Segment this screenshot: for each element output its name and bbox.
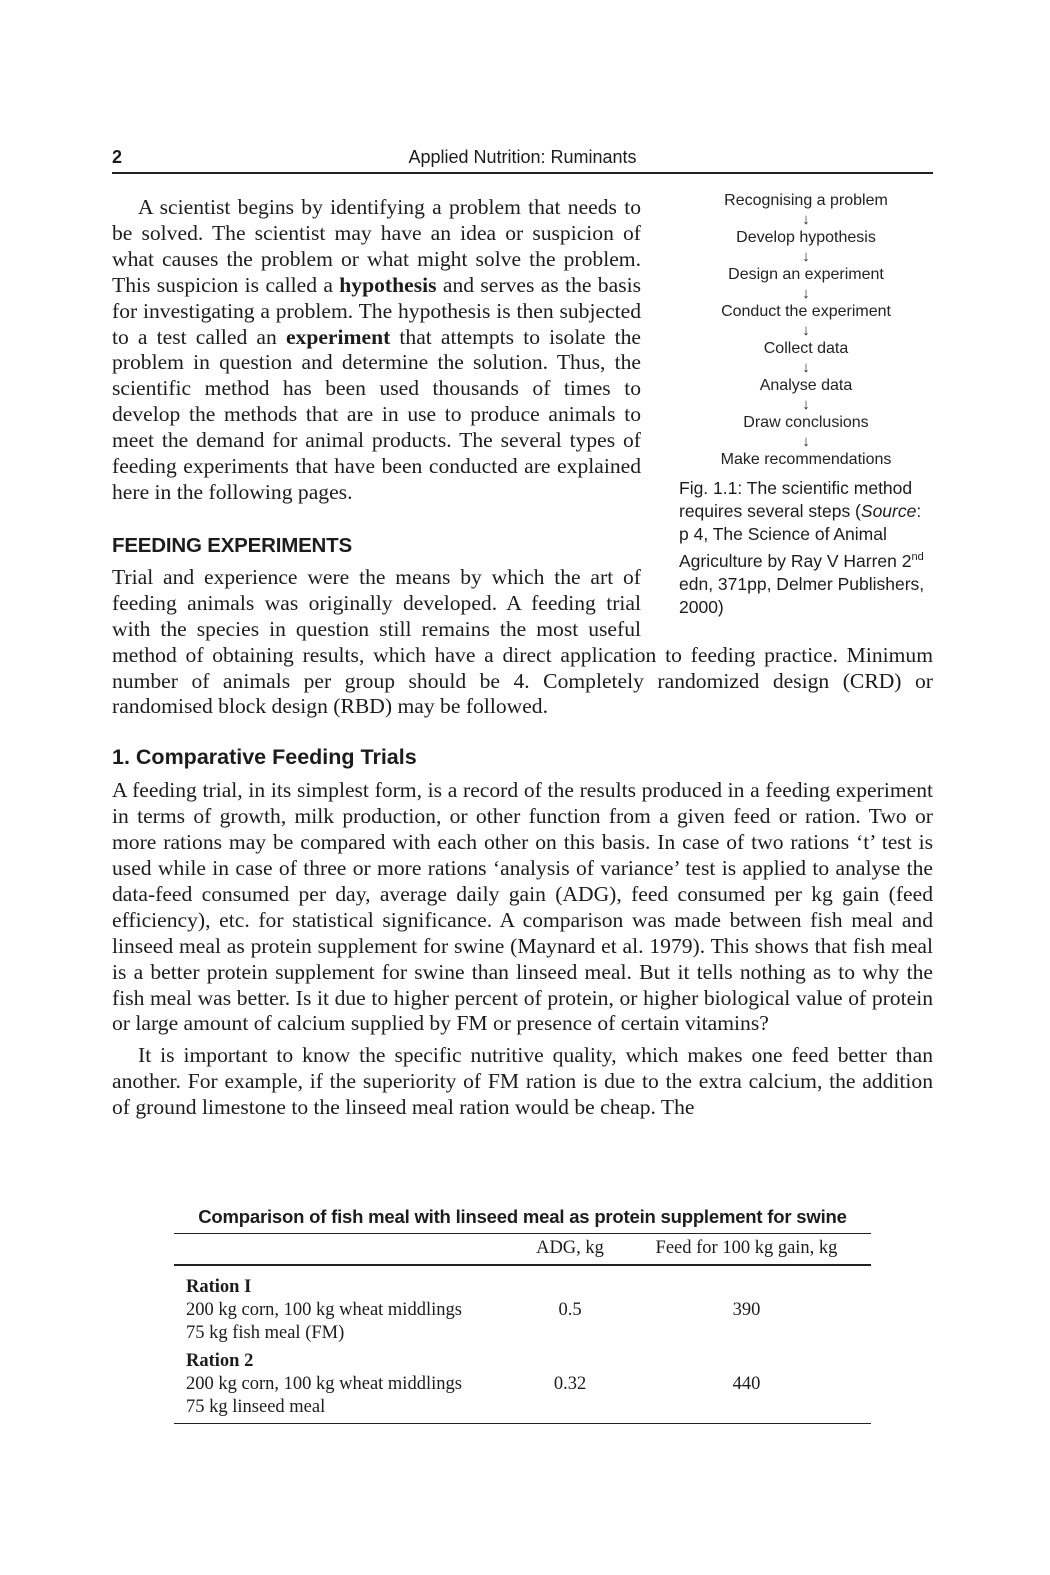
flow-step: Make recommendations [720, 451, 892, 468]
term-hypothesis: hypothesis [339, 272, 437, 297]
feed-value: 440 [732, 1374, 761, 1394]
down-arrow-icon: ↓ [802, 359, 810, 376]
page-number: 2 [112, 147, 123, 167]
ration-ingredients: 75 kg linseed meal [186, 1397, 326, 1417]
table-row [174, 1266, 871, 1345]
flowchart [679, 192, 933, 469]
ration-ingredients: 200 kg corn, 100 kg wheat middlings [186, 1300, 462, 1320]
comparative-paragraph-2: It is important to know the specific nutritive quality, which makes one feed better than another. For example, if the superiority of FM ration is due to the extra calcium, the addition of ground limestone to the linseed meal ration would be cheap. The [112, 1043, 933, 1120]
ration-name: Ration I [186, 1277, 252, 1297]
caption-tail: edn, 371pp, Delmer Publishers, 2000) [679, 573, 925, 617]
flow-step: Conduct the experiment [721, 303, 891, 320]
running-title: Applied Nutrition: Ruminants [408, 147, 637, 167]
intro-text-1: A scientist begins by identifying a problem that needs to be solved. The scientist may have an idea or suspicion of what causes the problem or what might solve the problem. This suspicion is called a [112, 195, 641, 297]
feed-value: 390 [732, 1300, 761, 1320]
page [112, 140, 933, 1121]
flow-step: Collect data [763, 340, 849, 357]
table-title: Comparison of fish meal with linseed meal as protein supplement for swine [174, 1204, 871, 1234]
comparison-table [174, 1204, 871, 1424]
feeding-experiments-paragraph: Trial and experience were the means by which the art of feeding animals was originally developed. A feeding trial with the species in question still remains the most useful method of obtaining results, which have a direct application to feeding practice. Minimum number of animals per group should be 4. Completely randomized design (CRD) or randomised block design (RBD) may be followed. [112, 564, 933, 719]
ration-ingredients: 200 kg corn, 100 kg wheat middlings [186, 1374, 462, 1394]
column-header-adg: ADG, kg [536, 1238, 604, 1258]
caption-source-word: Source [860, 501, 917, 521]
down-arrow-icon: ↓ [802, 396, 810, 413]
caption-superscript: nd [911, 551, 924, 563]
section-heading: FEEDING EXPERIMENTS [112, 533, 352, 557]
subsection-heading: 1. Comparative Feeding Trials [112, 745, 417, 770]
term-experiment: experiment [285, 324, 391, 349]
adg-value: 0.32 [553, 1374, 587, 1394]
flow-step: Develop hypothesis [736, 229, 876, 246]
table-row [174, 1345, 871, 1424]
table-header-row [174, 1234, 871, 1266]
down-arrow-icon: ↓ [802, 322, 810, 339]
down-arrow-icon: ↓ [802, 285, 810, 302]
flow-step: Analyse data [759, 377, 853, 394]
ration-ingredients: 75 kg fish meal (FM) [186, 1323, 345, 1343]
running-header [112, 140, 933, 174]
flow-step: Design an experiment [728, 266, 884, 283]
down-arrow-icon: ↓ [802, 211, 810, 228]
down-arrow-icon: ↓ [802, 248, 810, 265]
flow-step: Recognising a problem [724, 192, 888, 209]
flow-step: Draw conclusions [743, 414, 869, 431]
caption-label: Fig. 1.1: The scientific method requires several steps ( [679, 478, 913, 521]
figure-scientific-method [679, 192, 933, 619]
intro-text-2: and serves as the basis for investigating a problem. The hypothesis is then subjected to a test called an [112, 272, 641, 349]
intro-text-3: that attempts to isolate the problem in question and determine the solution. Thus, the scientific method has been used thousands of times to develop the methods that are in use to produce animals to meet the demand for animal products. The several types of feeding experiments that have been conducted are explained here in the following pages. [112, 324, 641, 504]
comparative-paragraph-1: A feeding trial, in its simplest form, is a record of the results produced in a feeding experiment in terms of growth, milk production, or other function from a given feed or ration. Two or more rations may be compared with each other on this basis. In case of two rations ‘t’ test is used while in case of three or more rations ‘analysis of variance’ test is applied to analyse the data-feed consumed per day, average daily gain (ADG), feed consumed per kg gain (feed efficiency), etc. for statistical significance. A comparison was made between fish meal and linseed meal as protein supplement for swine (Maynard et al. 1979). This shows that fish meal is a better protein supplement for swine than linseed meal. But it tells nothing as to why the fish meal was better. Is it due to higher percent of protein, or higher biological value of protein or large amount of calcium supplied by FM or presence of certain vitamins? [112, 778, 933, 1036]
down-arrow-icon: ↓ [802, 433, 810, 450]
caption-source-text: : p 4, The Science of Animal Agriculture by Ray V Harren 2 [679, 501, 922, 571]
column-header-feed: Feed for 100 kg gain, kg [655, 1238, 838, 1258]
figure-caption [679, 477, 933, 619]
ration-name: Ration 2 [186, 1351, 254, 1371]
body [112, 174, 933, 1121]
adg-value: 0.5 [558, 1300, 582, 1320]
